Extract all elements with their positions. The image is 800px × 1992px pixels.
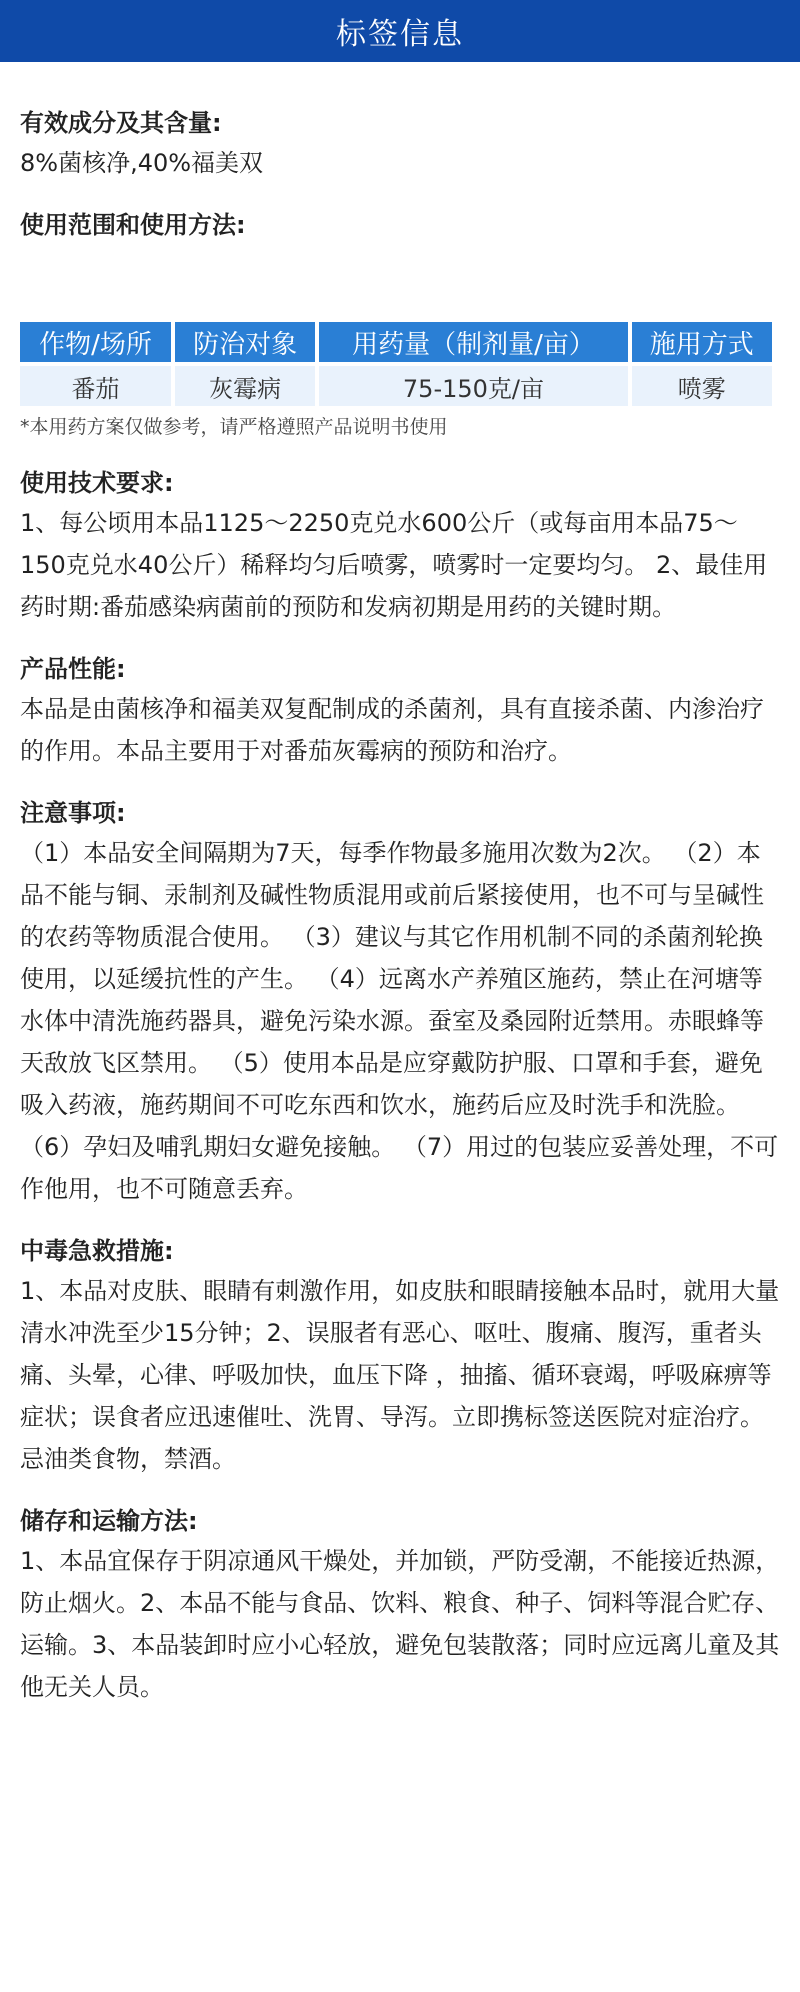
table-row [20, 366, 772, 406]
usage-section [20, 206, 780, 442]
cautions-title: 注意事项: [20, 799, 126, 827]
storage-text: 1、本品宜保存于阴凉通风干燥处，并加锁，严防受潮，不能接近热源，防止烟火。2、本品不能与食品、饮料、粮食、种子、饲料等混合贮存、运输。3、本品装卸时应小心轻放，避免包装散落；同时应远离儿童及其他无关人员。 [20, 1547, 780, 1701]
page-header [0, 0, 800, 62]
performance-text: 本品是由菌核净和福美双复配制成的杀菌剂，具有直接杀菌、内渗治疗的作用。本品主要用于对番茄灰霉病的预防和治疗。 [20, 695, 764, 765]
header-crop: 作物/场所 [20, 322, 171, 362]
firstaid-title: 中毒急救措施: [20, 1237, 174, 1265]
firstaid-text: 1、本品对皮肤、眼睛有刺激作用，如皮肤和眼睛接触本品时，就用大量清水冲洗至少15分钟；2、误服者有恶心、呕吐、腹痛、腹泻，重者头痛、头晕，心律、呼吸加快，血压下降 ，抽搐、循环衰竭，呼吸麻痹等症状；误食者应迅速催吐、洗胃、导泻。立即携标签送医院对症治疗。忌油类食物，禁酒。 [20, 1277, 780, 1473]
header-target: 防治对象 [175, 322, 315, 362]
performance-title: 产品性能: [20, 655, 126, 683]
cautions-text: （1）本品安全间隔期为7天，每季作物最多施用次数为2次。 （2）本品不能与铜、汞制剂及碱性物质混用或前后紧接使用，也不可与呈碱性的农药等物质混合使用。 （3）建议与其它作用机制不同的杀菌剂轮换使用，以延缓抗性的产生。 （4）远离水产养殖区施药，禁止在河塘等水体中清洗施药器具，避免污染水源。蚕室及桑园附近禁用。赤眼蜂等天敌放飞区禁用。 （5）使用本品是应穿戴防护服、口罩和手套，避免吸入药液，施药期间不可吃东西和饮水，施药后应及时洗手和洗脸。 （6）孕妇及哺乳期妇女避免接触。 （7）用过的包装应妥善处理，不可作他用，也不可随意丢弃。 [20, 839, 779, 1203]
header-dosage: 用药量（制剂量/亩） [319, 322, 627, 362]
ingredients-title: 有效成分及其含量: [20, 109, 222, 137]
cell-crop: 番茄 [20, 366, 171, 406]
storage-section [20, 1502, 780, 1708]
performance-section [20, 650, 780, 772]
usage-table-wrap [20, 318, 780, 410]
ingredients-section [20, 104, 780, 184]
cell-target: 灰霉病 [175, 366, 315, 406]
usage-title: 使用范围和使用方法: [20, 211, 246, 239]
cell-method: 喷雾 [632, 366, 772, 406]
technical-section [20, 464, 780, 628]
usage-table [16, 318, 776, 410]
page-title: 标签信息 [336, 17, 464, 52]
storage-title: 储存和运输方法: [20, 1507, 198, 1535]
header-method: 施用方式 [632, 322, 772, 362]
cell-dosage: 75-150克/亩 [319, 366, 627, 406]
firstaid-section [20, 1232, 780, 1480]
technical-text: 1、每公顷用本品1125～2250克兑水600公斤（或每亩用本品75～150克兑水40公斤）稀释均匀后喷雾，喷雾时一定要均匀。 2、最佳用药时期:番茄感染病菌前的预防和发病初期是用药的关键时期。 [20, 509, 768, 621]
ingredients-text: 8%菌核净,40%福美双 [20, 149, 264, 177]
technical-title: 使用技术要求: [20, 469, 174, 497]
cautions-section [20, 794, 780, 1210]
usage-table-header-row [20, 322, 772, 362]
label-content [0, 104, 800, 1708]
usage-note: *本用药方案仅做参考，请严格遵照产品说明书使用 [20, 416, 448, 438]
